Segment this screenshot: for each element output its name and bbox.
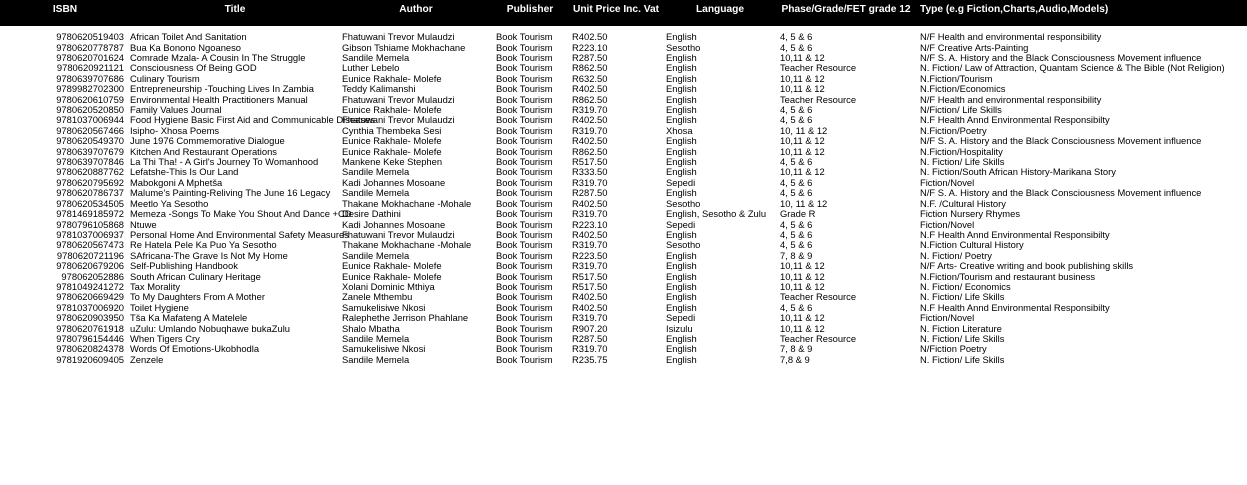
cell-author: Samukelisiwe Nkosi — [342, 343, 426, 355]
cell-phase: 7,8 & 9 — [780, 353, 810, 365]
cell-isbn: 9781037006920 — [56, 301, 124, 313]
table-row — [0, 333, 1247, 343]
cell-publisher: Book Tourism — [496, 301, 553, 313]
table-row — [0, 323, 1247, 333]
cell-type: Fiction/Novel — [920, 312, 975, 324]
cell-phase: Teacher Resource — [780, 62, 857, 74]
cell-phase: 10,11 & 12 — [780, 52, 825, 64]
cell-title: Comrade Mzala- A Cousin In The Struggle — [130, 52, 306, 64]
cell-title: Tša Ka Mafateng A Matelele — [130, 312, 248, 324]
table-row — [0, 73, 1247, 83]
cell-phase: 10,11 & 12 — [780, 322, 825, 334]
cell-title: Self-Publishing Handbook — [130, 260, 238, 272]
cell-language: English — [666, 135, 697, 147]
cell-author: Sandile Memela — [342, 166, 410, 178]
cell-title: Kitchen And Restaurant Operations — [130, 145, 277, 157]
cell-type: Fiction/Novel — [920, 218, 975, 230]
cell-author: Sandile Memela — [342, 52, 410, 64]
cell-price: R862.50 — [572, 93, 608, 105]
cell-title: Mabokgoni A Mphetša — [130, 176, 223, 188]
cell-phase: 4, 5 & 6 — [780, 187, 813, 199]
column-header-type: Type (e.g Fiction,Charts,Audio,Models) — [916, 0, 1247, 26]
table-row — [0, 302, 1247, 312]
table-row — [0, 250, 1247, 260]
cell-type: N. Fiction/South African History-Marikana Story — [920, 166, 1116, 178]
cell-author: Zanele Mthembu — [342, 291, 413, 303]
cell-author: Xolani Dominic Mthiya — [342, 280, 435, 292]
table-row — [0, 136, 1247, 146]
cell-author: Desire Dathini — [342, 208, 401, 220]
cell-type: N/F Creative Arts-Painting — [920, 41, 1029, 53]
cell-price: R517.50 — [572, 156, 608, 168]
cell-isbn: 9780620795692 — [56, 176, 124, 188]
cell-phase: 10,11 & 12 — [780, 135, 825, 147]
cell-language: English — [666, 291, 697, 303]
cell-title: Culinary Tourism — [130, 72, 200, 84]
cell-author: Sandile Memela — [342, 353, 410, 365]
cell-isbn: 9789982702300 — [56, 83, 124, 95]
cell-publisher: Book Tourism — [496, 208, 553, 220]
cell-isbn: 9780620824378 — [56, 343, 124, 355]
cell-title: African Toilet And Sanitation — [130, 31, 247, 43]
cell-price: R402.50 — [572, 31, 608, 43]
cell-title: To My Daughters From A Mother — [130, 291, 265, 303]
cell-author: Fhatuwani Trevor Mulaudzi — [342, 114, 455, 126]
column-header-isbn: ISBN — [0, 0, 130, 26]
cell-title: When Tigers Cry — [130, 332, 200, 344]
cell-author: Teddy Kalimanshi — [342, 83, 416, 95]
table-row — [0, 271, 1247, 281]
cell-isbn: 9780639707686 — [56, 72, 124, 84]
cell-price: R862.50 — [572, 145, 608, 157]
cell-phase: 4, 5 & 6 — [780, 156, 813, 168]
cell-type: N/Fiction/ Life Skills — [920, 104, 1002, 116]
cell-title: Toilet Hygiene — [130, 301, 189, 313]
cell-isbn: 9780620721196 — [56, 249, 124, 261]
cell-publisher: Book Tourism — [496, 41, 553, 53]
table-row — [0, 188, 1247, 198]
cell-language: Sesotho — [666, 239, 701, 251]
cell-publisher: Book Tourism — [496, 312, 553, 324]
cell-phase: 10, 11 & 12 — [780, 197, 828, 209]
cell-isbn: 9780620761918 — [56, 322, 124, 334]
cell-isbn: 9781037006937 — [56, 228, 124, 240]
cell-isbn: 9780620778787 — [56, 41, 124, 53]
cell-language: Xhosa — [666, 124, 693, 136]
cell-publisher: Book Tourism — [496, 156, 553, 168]
cell-author: Kadi Johannes Mosoane — [342, 218, 446, 230]
cell-phase: 10,11 & 12 — [780, 83, 825, 95]
cell-author: Shalo Mbatha — [342, 322, 400, 334]
cell-publisher: Book Tourism — [496, 218, 553, 230]
cell-isbn: 9780620679206 — [56, 260, 124, 272]
table-row — [0, 115, 1247, 125]
cell-type: N/F Arts- Creative writing and book publishing skills — [920, 260, 1134, 272]
cell-isbn: 9780796154446 — [56, 332, 124, 344]
cell-publisher: Book Tourism — [496, 176, 553, 188]
cell-isbn: 9781469185972 — [56, 208, 124, 220]
cell-phase: Grade R — [780, 208, 816, 220]
cell-type: N. Fiction/ Life Skills — [920, 156, 1005, 168]
cell-isbn: 9780620786737 — [56, 187, 124, 199]
cell-phase: 10,11 & 12 — [780, 270, 825, 282]
cell-title: Food Hygiene Basic First Aid and Communicable Diseases — [130, 114, 375, 126]
column-header-author: Author — [340, 0, 492, 26]
cell-publisher: Book Tourism — [496, 291, 553, 303]
cell-price: R319.70 — [572, 104, 608, 116]
cell-publisher: Book Tourism — [496, 124, 553, 136]
cell-title: June 1976 Commemorative Dialogue — [130, 135, 285, 147]
cell-isbn: 9780620549370 — [56, 135, 124, 147]
cell-type: N.F Health Annd Environmental Responsibilty — [920, 301, 1110, 313]
cell-isbn: 9780620669429 — [56, 291, 124, 303]
column-header-price: Unit Price Inc. Vat — [568, 0, 664, 26]
table-row — [0, 105, 1247, 115]
cell-title: Memeza -Songs To Make You Shout And Dance +CD — [130, 208, 352, 220]
cell-author: Samukelisiwe Nkosi — [342, 301, 426, 313]
cell-title: uZulu: Umlando Nobuqhawe bukaZulu — [130, 322, 290, 334]
cell-type: N. Fiction/ Poetry — [920, 249, 992, 261]
cell-type: N.F Health Annd Environmental Responsibilty — [920, 228, 1110, 240]
cell-price: R223.10 — [572, 218, 608, 230]
cell-isbn: 9780620534505 — [56, 197, 124, 209]
cell-title: Personal Home And Environmental Safety Measures — [130, 228, 349, 240]
cell-isbn: 978062052886 — [61, 270, 124, 282]
cell-type: N. Fiction/ Economics — [920, 280, 1011, 292]
cell-phase: 10,11 & 12 — [780, 280, 825, 292]
cell-type: N.Fiction Cultural History — [920, 239, 1024, 251]
cell-author: Cynthia Thembeka Sesi — [342, 124, 442, 136]
cell-phase: 4, 5 & 6 — [780, 31, 813, 43]
cell-publisher: Book Tourism — [496, 62, 553, 74]
cell-price: R319.70 — [572, 260, 608, 272]
cell-language: English — [666, 156, 697, 168]
cell-price: R402.50 — [572, 83, 608, 95]
cell-price: R319.70 — [572, 124, 608, 136]
cell-language: English — [666, 187, 697, 199]
cell-phase: 4, 5 & 6 — [780, 218, 813, 230]
cell-language: English — [666, 353, 697, 365]
cell-author: Thakane Mokhachane -Mohale — [342, 239, 472, 251]
cell-language: English — [666, 332, 697, 344]
cell-author: Kadi Johannes Mosoane — [342, 176, 446, 188]
cell-author: Fhatuwani Trevor Mulaudzi — [342, 31, 455, 43]
table-row — [0, 354, 1247, 364]
cell-isbn: 9780639707679 — [56, 145, 124, 157]
table-body — [0, 26, 1247, 365]
cell-title: Entrepreneurship -Touching Lives In Zambia — [130, 83, 314, 95]
cell-price: R235.75 — [572, 353, 608, 365]
cell-phase: Teacher Resource — [780, 93, 857, 105]
cell-phase: Teacher Resource — [780, 332, 857, 344]
cell-price: R319.70 — [572, 176, 608, 188]
cell-type: Fiction Nursery Rhymes — [920, 208, 1021, 220]
cell-title: Tax Morality — [130, 280, 181, 292]
column-header-phase: Phase/Grade/FET grade 12 — [776, 0, 916, 26]
cell-price: R632.50 — [572, 72, 608, 84]
cell-phase: 4, 5 & 6 — [780, 228, 813, 240]
cell-language: Sesotho — [666, 41, 701, 53]
cell-price: R517.50 — [572, 280, 608, 292]
cell-author: Sandile Memela — [342, 249, 410, 261]
table-row — [0, 292, 1247, 302]
cell-language: English — [666, 31, 697, 43]
cell-publisher: Book Tourism — [496, 104, 553, 116]
cell-phase: 4, 5 & 6 — [780, 104, 813, 116]
cell-language: English — [666, 72, 697, 84]
cell-publisher: Book Tourism — [496, 93, 553, 105]
cell-title: Words Of Emotions-Ukobhodla — [130, 343, 260, 355]
cell-language: English — [666, 260, 697, 272]
cell-price: R402.50 — [572, 228, 608, 240]
table-row — [0, 261, 1247, 271]
cell-type: N/F S. A. History and the Black Consciousness Movement influence — [920, 135, 1202, 147]
cell-language: English — [666, 228, 697, 240]
header-row — [0, 0, 1247, 26]
cell-author: Ralephethe Jerrison Phahlane — [342, 312, 469, 324]
cell-publisher: Book Tourism — [496, 343, 553, 355]
cell-language: English — [666, 343, 697, 355]
cell-type: Fiction/Novel — [920, 176, 975, 188]
cell-type: N.Fiction/Hospitality — [920, 145, 1003, 157]
cell-title: Lefatshe-This Is Our Land — [130, 166, 239, 178]
cell-isbn: 9781920609405 — [56, 353, 124, 365]
column-header-language: Language — [664, 0, 776, 26]
cell-author: Eunice Rakhale- Molefe — [342, 270, 442, 282]
cell-phase: 10,11 & 12 — [780, 145, 825, 157]
cell-price: R862.50 — [572, 62, 608, 74]
cell-publisher: Book Tourism — [496, 166, 553, 178]
cell-publisher: Book Tourism — [496, 322, 553, 334]
cell-price: R402.50 — [572, 135, 608, 147]
cell-phase: 10,11 & 12 — [780, 260, 825, 272]
table-row — [0, 84, 1247, 94]
cell-language: English — [666, 145, 697, 157]
cell-isbn: 9780620701624 — [56, 52, 124, 64]
cell-isbn: 9781037006944 — [56, 114, 124, 126]
table-row — [0, 167, 1247, 177]
cell-price: R287.50 — [572, 52, 608, 64]
cell-author: Eunice Rakhale- Molefe — [342, 145, 442, 157]
cell-author: Sandile Memela — [342, 332, 410, 344]
cell-isbn: 9781049241272 — [56, 280, 124, 292]
cell-phase: 4, 5 & 6 — [780, 41, 813, 53]
table-row — [0, 240, 1247, 250]
table-row — [0, 177, 1247, 187]
table-row — [0, 94, 1247, 104]
table-row — [0, 146, 1247, 156]
cell-phase: 10, 11 & 12 — [780, 124, 828, 136]
cell-phase: 10,11 & 12 — [780, 312, 825, 324]
cell-price: R402.50 — [572, 197, 608, 209]
cell-price: R287.50 — [572, 332, 608, 344]
table-header — [0, 0, 1247, 26]
cell-language: English — [666, 301, 697, 313]
cell-author: Eunice Rakhale- Molefe — [342, 135, 442, 147]
cell-language: English — [666, 52, 697, 64]
cell-phase: 4, 5 & 6 — [780, 114, 813, 126]
cell-publisher: Book Tourism — [496, 83, 553, 95]
cell-type: N. Fiction/ Life Skills — [920, 332, 1005, 344]
cell-type: N.Fiction/Tourism and restaurant business — [920, 270, 1096, 282]
cell-type: N. Fiction/ Law of Attraction, Quantam Science & The Bible (Not Religion) — [920, 62, 1225, 74]
cell-publisher: Book Tourism — [496, 72, 553, 84]
cell-publisher: Book Tourism — [496, 239, 553, 251]
cell-type: N.Fiction/Economics — [920, 83, 1006, 95]
cell-phase: 10,11 & 12 — [780, 72, 825, 84]
cell-publisher: Book Tourism — [496, 260, 553, 272]
cell-author: Thakane Mokhachane -Mohale — [342, 197, 472, 209]
cell-isbn: 9780620520850 — [56, 104, 124, 116]
table-row — [0, 157, 1247, 167]
cell-price: R907.20 — [572, 322, 608, 334]
cell-language: English — [666, 93, 697, 105]
cell-language: English — [666, 62, 697, 74]
cell-phase: 7, 8 & 9 — [780, 343, 813, 355]
cell-price: R402.50 — [572, 114, 608, 126]
cell-title: Consciousness Of Being GOD — [130, 62, 257, 74]
cell-language: Sepedi — [666, 218, 696, 230]
cell-publisher: Book Tourism — [496, 114, 553, 126]
cell-author: Fhatuwani Trevor Mulaudzi — [342, 228, 455, 240]
cell-price: R402.50 — [572, 291, 608, 303]
cell-type: N. Fiction/ Life Skills — [920, 291, 1005, 303]
cell-language: English — [666, 270, 697, 282]
cell-author: Eunice Rakhale- Molefe — [342, 72, 442, 84]
cell-isbn: 9780620567466 — [56, 124, 124, 136]
table-row — [0, 344, 1247, 354]
cell-isbn: 9780620519403 — [56, 31, 124, 43]
cell-title: South African Culinary Heritage — [130, 270, 261, 282]
cell-price: R517.50 — [572, 270, 608, 282]
cell-price: R223.50 — [572, 249, 608, 261]
table-row — [0, 313, 1247, 323]
cell-language: Sesotho — [666, 197, 701, 209]
cell-publisher: Book Tourism — [496, 353, 553, 365]
cell-type: N. Fiction Literature — [920, 322, 1002, 334]
cell-phase: 10,11 & 12 — [780, 166, 825, 178]
cell-type: N.Fiction/Poetry — [920, 124, 987, 136]
cell-title: Bua Ka Bonono Ngoaneso — [130, 41, 242, 53]
cell-price: R333.50 — [572, 166, 608, 178]
cell-phase: 7, 8 & 9 — [780, 249, 813, 261]
cell-language: English, Sesotho & Zulu — [666, 208, 767, 220]
cell-author: Sandile Memela — [342, 187, 410, 199]
cell-publisher: Book Tourism — [496, 52, 553, 64]
table-row — [0, 281, 1247, 291]
cell-publisher: Book Tourism — [496, 249, 553, 261]
cell-price: R319.70 — [572, 312, 608, 324]
cell-language: Sepedi — [666, 312, 696, 324]
cell-publisher: Book Tourism — [496, 135, 553, 147]
cell-type: N.F Health Annd Environmental Responsibilty — [920, 114, 1110, 126]
cell-title: Re Hatela Pele Ka Puo Ya Sesotho — [130, 239, 277, 251]
column-header-title: Title — [130, 0, 340, 26]
cell-author: Gibson Tshiame Mokhachane — [342, 41, 466, 53]
cell-language: English — [666, 280, 697, 292]
cell-language: English — [666, 104, 697, 116]
table-row — [0, 125, 1247, 135]
cell-isbn: 9780639707846 — [56, 156, 124, 168]
cell-type: N/F Health and environmental responsibility — [920, 93, 1102, 105]
cell-title: SAfricana-The Grave Is Not My Home — [130, 249, 288, 261]
cell-title: Environmental Health Practitioners Manual — [130, 93, 308, 105]
cell-author: Eunice Rakhale- Molefe — [342, 260, 442, 272]
table-row — [0, 209, 1247, 219]
cell-author: Mankene Keke Stephen — [342, 156, 443, 168]
cell-author: Fhatuwani Trevor Mulaudzi — [342, 93, 455, 105]
cell-language: English — [666, 114, 697, 126]
cell-publisher: Book Tourism — [496, 145, 553, 157]
cell-phase: 4, 5 & 6 — [780, 239, 813, 251]
cell-publisher: Book Tourism — [496, 187, 553, 199]
cell-author: Eunice Rakhale- Molefe — [342, 104, 442, 116]
cell-type: N.F. /Cultural History — [920, 197, 1006, 209]
cell-price: R402.50 — [572, 301, 608, 313]
cell-isbn: 9780620610759 — [56, 93, 124, 105]
cell-title: Meetlo Ya Sesotho — [130, 197, 209, 209]
cell-price: R319.70 — [572, 239, 608, 251]
cell-price: R319.70 — [572, 208, 608, 220]
cell-isbn: 9780620921121 — [56, 62, 124, 74]
cell-author: Luther Lebelo — [342, 62, 400, 74]
cell-language: English — [666, 166, 697, 178]
table-row — [0, 229, 1247, 239]
cell-title: Isipho- Xhosa Poems — [130, 124, 220, 136]
cell-phase: Teacher Resource — [780, 291, 857, 303]
cell-price: R287.50 — [572, 187, 608, 199]
cell-type: N. Fiction/ Life Skills — [920, 353, 1005, 365]
cell-isbn: 9780620567473 — [56, 239, 124, 251]
cell-type: N/F S. A. History and the Black Consciousness Movement influence — [920, 187, 1202, 199]
cell-language: English — [666, 249, 697, 261]
column-header-publisher: Publisher — [492, 0, 568, 26]
cell-phase: 4, 5 & 6 — [780, 301, 813, 313]
table-row — [0, 219, 1247, 229]
cell-language: English — [666, 83, 697, 95]
table-row — [0, 198, 1247, 208]
cell-isbn: 9780620887762 — [56, 166, 124, 178]
cell-publisher: Book Tourism — [496, 228, 553, 240]
cell-title: Family Values Journal — [130, 104, 222, 116]
cell-publisher: Book Tourism — [496, 332, 553, 344]
cell-language: Isizulu — [666, 322, 693, 334]
cell-title: Zenzele — [130, 353, 164, 365]
table-row — [0, 42, 1247, 52]
cell-type: N/F S. A. History and the Black Consciousness Movement influence — [920, 52, 1202, 64]
table-row — [0, 53, 1247, 63]
cell-publisher: Book Tourism — [496, 280, 553, 292]
cell-phase: 4, 5 & 6 — [780, 176, 813, 188]
table-row — [0, 26, 1247, 42]
cell-publisher: Book Tourism — [496, 270, 553, 282]
table-row — [0, 63, 1247, 73]
cell-type: N/Fiction Poetry — [920, 343, 987, 355]
cell-publisher: Book Tourism — [496, 197, 553, 209]
cell-type: N.Fiction/Tourism — [920, 72, 993, 84]
cell-title: Ntuwe — [130, 218, 157, 230]
cell-publisher: Book Tourism — [496, 31, 553, 43]
cell-title: La Thi Tha! - A Girl's Journey To Womanhood — [130, 156, 319, 168]
cell-type: N/F Health and environmental responsibility — [920, 31, 1102, 43]
cell-isbn: 9780620903950 — [56, 312, 124, 324]
cell-price: R319.70 — [572, 343, 608, 355]
cell-price: R223.10 — [572, 41, 608, 53]
cell-title: Malume’s Painting-Reliving The June 16 Legacy — [130, 187, 331, 199]
cell-language: Sepedi — [666, 176, 696, 188]
cell-isbn: 9780796105868 — [56, 218, 124, 230]
